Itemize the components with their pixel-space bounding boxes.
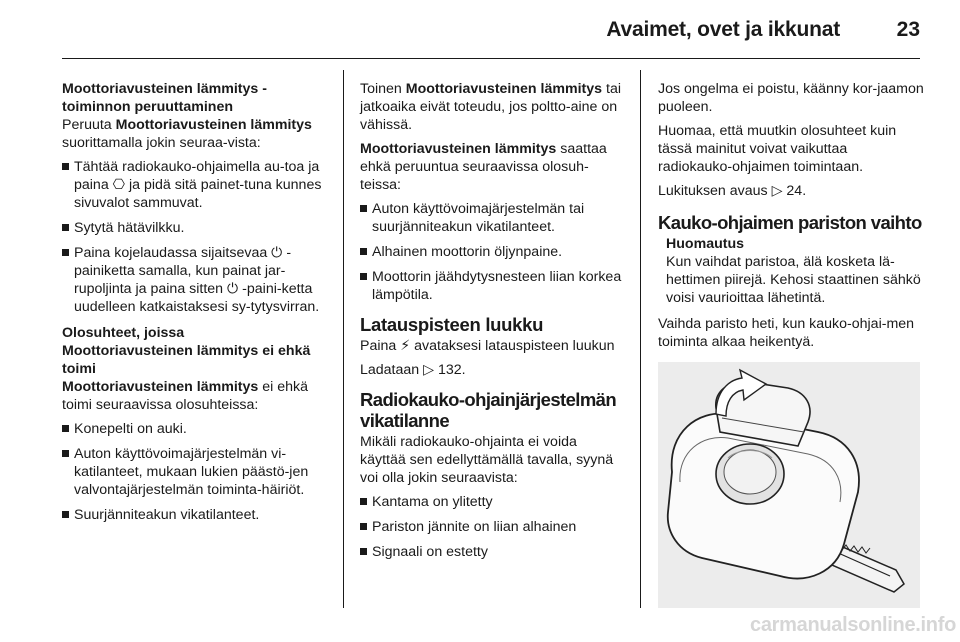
paragraph-fault: Mikäli radiokauko-ohjainta ei voida käyttää sen edellyttämällä tavalla, syynä voi olla jokin seuraavista: xyxy=(360,434,614,486)
key-fob-drawing xyxy=(658,362,920,608)
section-heading-charging-hatch: Latauspisteen luukku xyxy=(360,314,544,335)
page-number: 23 xyxy=(896,18,920,41)
list-item: Auton käyttövoimajärjestelmän vi-katilanteet, mukaan lukien päästö-jen valvontajärjestelmän toiminta-häiriöt. xyxy=(62,445,328,499)
cancel-conditions-list xyxy=(360,200,626,304)
bold-term: Moottoriavusteinen lämmitys xyxy=(360,141,557,157)
column-divider-2 xyxy=(640,70,641,608)
list-item: Konepelti on auki. xyxy=(62,420,328,438)
list-item: Moottorin jäähdytysnesteen liian korkea lämpötila. xyxy=(360,268,626,304)
paragraph-unlock-ref: Lukituksen avaus ▷ 24. xyxy=(658,183,807,199)
paragraph-may-cancel xyxy=(360,140,626,194)
text-fragment: saattaa ehkä peruuntua seuraavissa olosuh-teissa: xyxy=(360,141,607,193)
conditions-list xyxy=(62,420,328,524)
list-item: Alhainen moottorin öljynpaine. xyxy=(360,243,626,261)
bold-term: Moottoriavusteinen lämmitys xyxy=(405,81,603,97)
section-heading-cancel xyxy=(62,80,328,116)
section-heading-battery-change: Kauko-ohjaimen pariston vaihto xyxy=(658,212,922,233)
list-item: Pariston jännite on liian alhainen xyxy=(360,518,626,536)
text-fragment: Paina xyxy=(360,338,401,354)
text-fragment: suorittamalla jokin seuraa-vista: xyxy=(62,135,261,151)
text-fragment: ei ehkä toimi seuraavissa olosuhteissa: xyxy=(62,379,309,413)
list-item: Auton käyttövoimajärjestelmän tai suurjänniteakun vikatilanteet. xyxy=(360,200,626,236)
column-divider-1 xyxy=(343,70,344,608)
list-item: Tähtää radiokauko-ohjaimella au-toa ja paina ⎔ ja pidä sitä painet-tuna kunnes sivuvalot sammuvat. xyxy=(62,158,328,212)
paragraph-workshop: Jos ongelma ei poistu, käänny kor-jaamon puoleen. xyxy=(658,81,924,115)
paragraph-conditions-intro xyxy=(62,378,328,414)
list-item: Kantama on ylitetty xyxy=(360,493,626,511)
section-heading-remote-fault: Radiokauko-ohjainjärjestelmän vikatilanne xyxy=(360,389,617,431)
paragraph-other-conditions: Huomaa, että muutkin olosuhteet kuin tässä mainitut voivat vaikuttaa radiokauko-ohjaimen toimintaan. xyxy=(658,123,897,175)
section-heading-conditions xyxy=(62,324,328,378)
note-box xyxy=(666,235,924,307)
bold-term: Moottoriavusteinen lämmitys xyxy=(115,117,312,133)
key-fob-battery-illustration xyxy=(658,362,920,608)
heading-line-3: toimi xyxy=(62,361,96,377)
text-fragment: Toinen xyxy=(360,81,406,97)
running-header-title: Avaimet, ovet ja ikkunat xyxy=(606,18,840,41)
heading-line-2: Moottoriavusteinen lämmitys ei ehkä xyxy=(62,343,311,359)
heading-line-2: toiminnon peruuttaminen xyxy=(62,99,234,115)
header-rule xyxy=(62,58,920,59)
bold-term: Moottoriavusteinen lämmitys xyxy=(62,379,259,395)
text-fragment: Peruuta xyxy=(62,117,116,133)
text-fragment: tai jatkoaika eivät toteudu, jos poltto-aine on vähissä. xyxy=(360,81,621,133)
paragraph-replace-battery: Vaihda paristo heti, kun kauko-ohjai-men toiminta alkaa heikentyä. xyxy=(658,316,915,350)
cancel-methods-list xyxy=(62,158,328,316)
paragraph-second-heating xyxy=(360,80,626,134)
note-text: Kun vaihdat paristoa, älä kosketa lä-hettimen piirejä. Kehosi staattinen sähkö voisi vaurioittaa lähetintä. xyxy=(666,254,921,306)
list-item: Sytytä hätävilkku. xyxy=(62,219,328,237)
text-fragment: avataksesi latauspisteen luukun xyxy=(410,338,615,354)
paragraph-charging-ref: Ladataan ▷ 132. xyxy=(360,362,466,378)
column-2 xyxy=(360,80,626,569)
list-item: Paina kojelaudassa sijaitsevaa ⏻ -painiketta samalla, kun painat jar-rupoljinta ja paina sitten ⏻ -paini-ketta uudelleen katkaistaksesi sy-tytysvirran. xyxy=(62,244,328,316)
paragraph-cancel-intro xyxy=(62,116,328,152)
list-item: Suurjänniteakun vikatilanteet. xyxy=(62,506,328,524)
coin-battery xyxy=(716,444,784,504)
fault-causes-list xyxy=(360,493,626,561)
heading-line-1: Moottoriavusteinen lämmitys - xyxy=(62,81,267,97)
charge-hatch-icon: ⚡ xyxy=(400,338,411,354)
list-item: Signaali on estetty xyxy=(360,543,626,561)
column-3 xyxy=(658,80,924,357)
paragraph-hatch xyxy=(360,337,626,355)
watermark: carmanualsonline.info xyxy=(750,614,956,636)
column-1 xyxy=(62,80,328,532)
heading-line-1: Olosuhteet, joissa xyxy=(62,325,185,341)
note-title: Huomautus xyxy=(666,236,745,252)
